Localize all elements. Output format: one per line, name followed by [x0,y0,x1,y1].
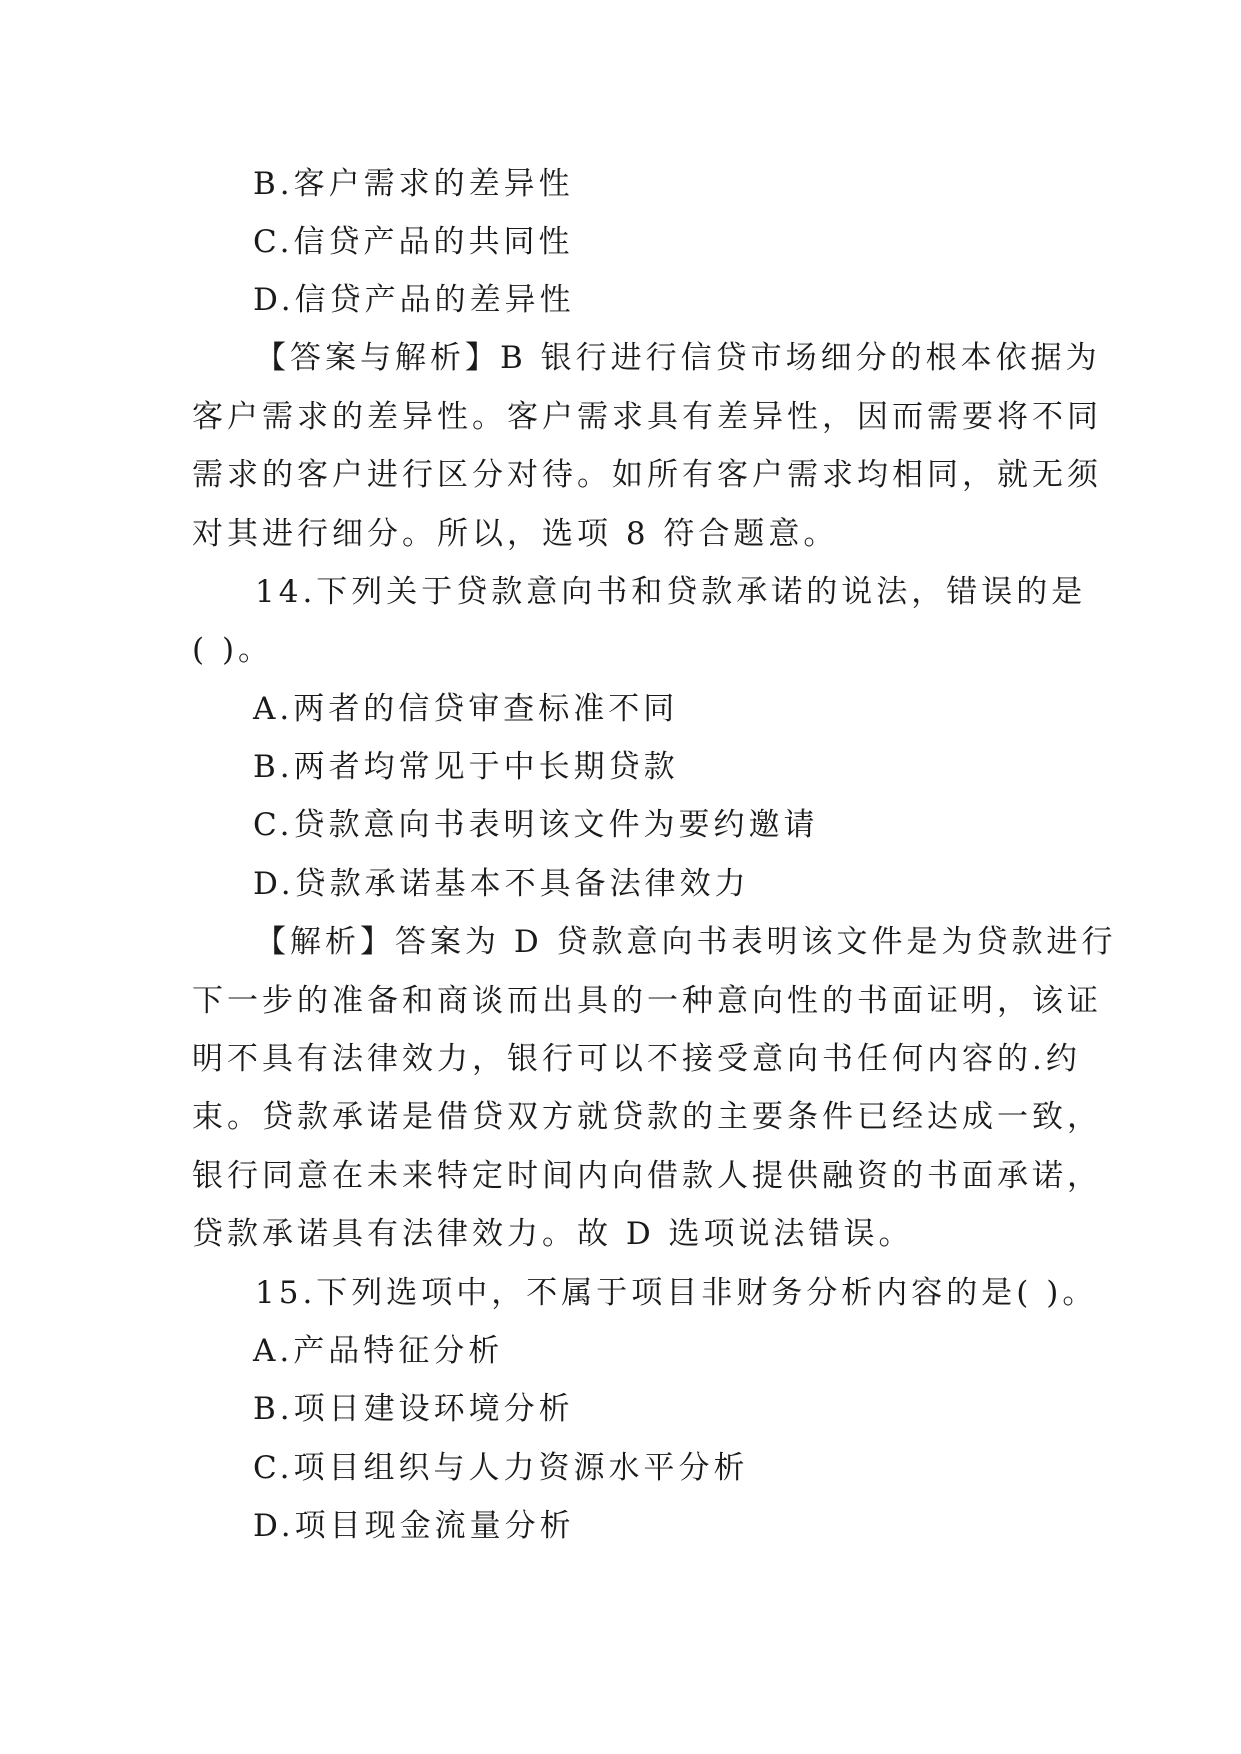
q15-stem: 15.下列选项中，不属于项目非财务分析内容的是( )。 [255,1275,1098,1311]
q15-option-a: A.产品特征分析 [253,1333,504,1369]
q13-answer-line-1: 【答案与解析】B 银行进行信贷市场细分的根本依据为 [255,340,1101,376]
q13-option-d: D.信贷产品的差异性 [253,282,575,318]
q14-answer-line-6: 贷款承诺具有法律效力。故 D 选项说法错误。 [192,1216,914,1252]
q14-option-b: B.两者均常见于中长期贷款 [253,749,679,785]
q14-option-c: C.贷款意向书表明该文件为要约邀请 [253,807,819,843]
q13-answer-line-2: 客户需求的差异性。客户需求具有差异性，因而需要将不同 [192,399,1102,435]
q14-option-a: A.两者的信贷审查标准不同 [253,691,679,727]
q14-answer-line-1: 【解析】答案为 D 贷款意向书表明该文件是为贷款进行 [255,924,1117,960]
q14-stem-line-1: 14.下列关于贷款意向书和贷款承诺的说法，错误的是 [255,574,1087,610]
q15-option-c: C.项目组织与人力资源水平分析 [253,1450,749,1486]
q13-answer-line-3: 需求的客户进行区分对待。如所有客户需求均相同，就无须 [192,457,1102,493]
q14-answer-line-5: 银行同意在未来特定时间内向借款人提供融资的书面承诺， [192,1158,1102,1194]
q14-answer-line-4: 束。贷款承诺是借贷双方就贷款的主要条件已经达成一致， [192,1099,1102,1135]
q13-option-b: B.客户需求的差异性 [253,166,574,202]
q14-stem-line-2: ( )。 [192,632,274,668]
q14-answer-line-2: 下一步的准备和商谈而出具的一种意向性的书面证明，该证 [192,983,1102,1019]
q13-option-c: C.信贷产品的共同性 [253,224,574,260]
q14-option-d: D.贷款承诺基本不具备法律效力 [253,866,750,902]
q15-option-b: B.项日建设环境分析 [253,1391,574,1427]
q13-answer-line-4: 对其进行细分。所以，选项 8 符合题意。 [192,516,839,552]
q15-option-d: D.项目现金流量分析 [253,1508,575,1544]
q14-answer-line-3: 明不具有法律效力，银行可以不接受意向书任何内容的.约 [192,1041,1081,1077]
